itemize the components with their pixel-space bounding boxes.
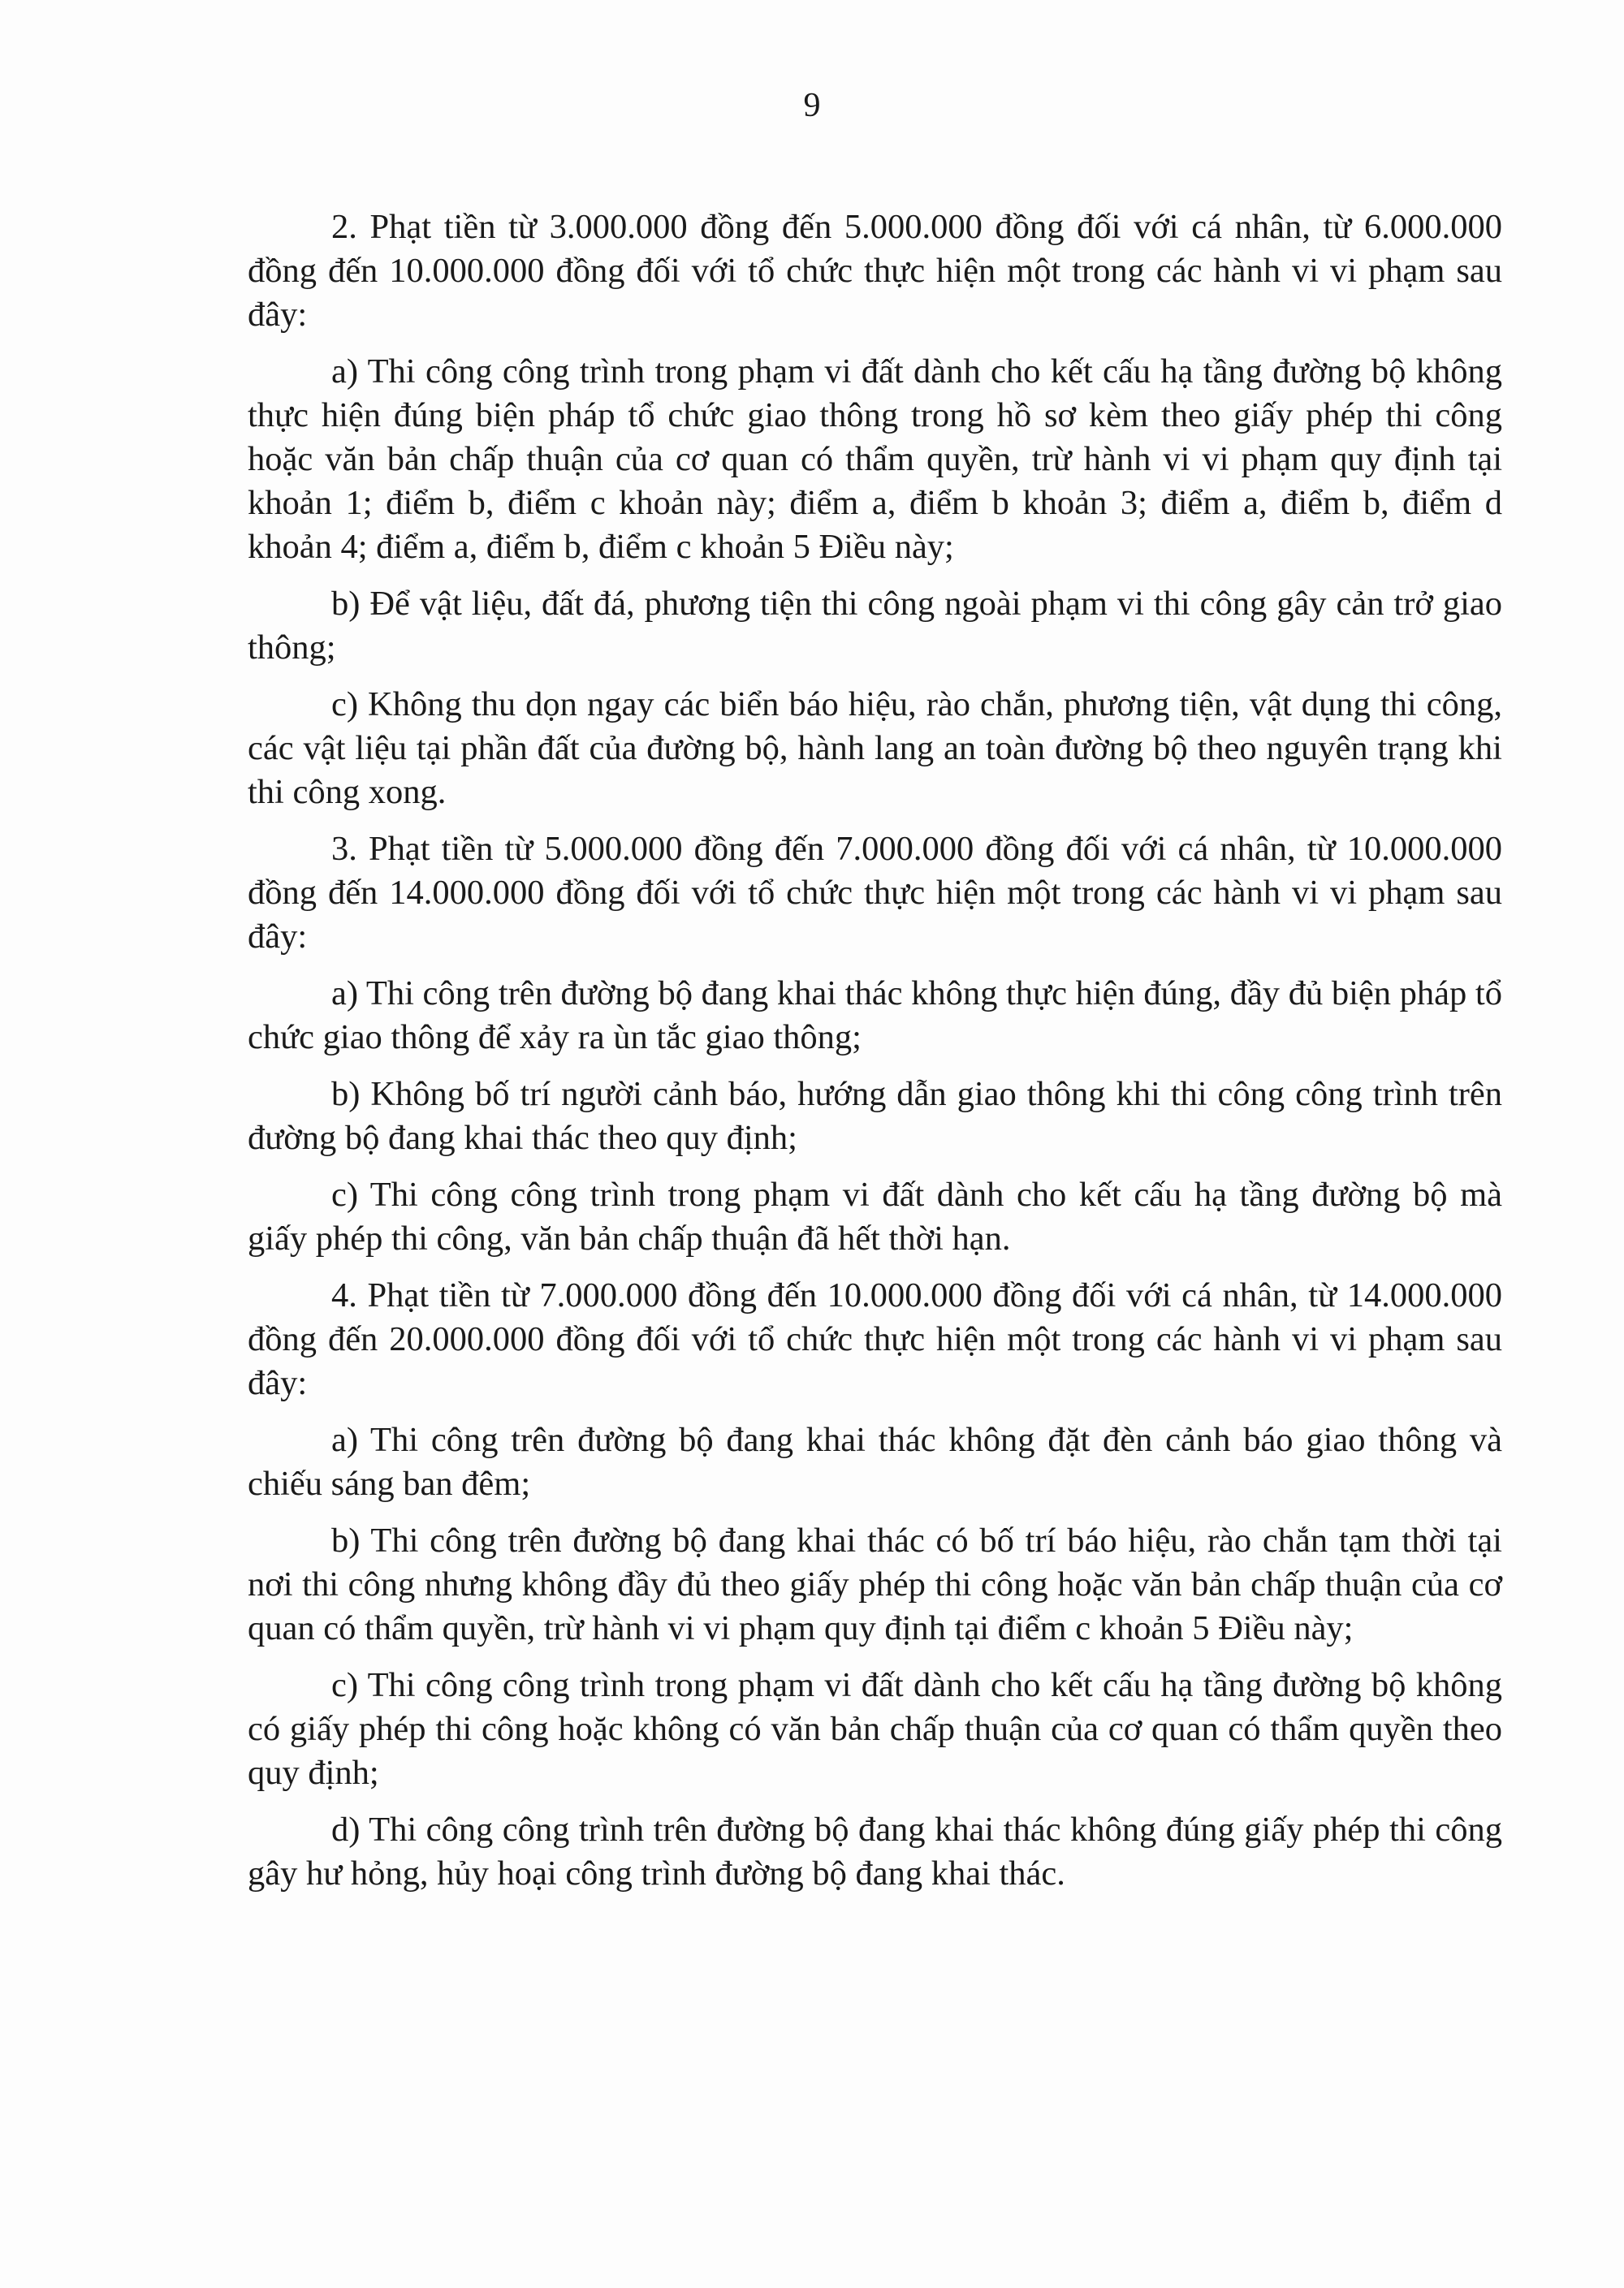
clause-4-point-d: d) Thi công công trình trên đường bộ đang khai thác không đúng giấy phép thi công gây hư hỏng, hủy hoại công trình đường bộ đang khai thác.	[248, 1811, 1502, 1893]
clause-4-point-a: a) Thi công trên đường bộ đang khai thác không đặt đèn cảnh báo giao thông và chiếu sáng ban đêm;	[248, 1421, 1502, 1503]
clause-2: 2. Phạt tiền từ 3.000.000 đồng đến 5.000.000 đồng đối với cá nhân, từ 6.000.000 đồng đến 10.000.000 đồng đối với tổ chức thực hiện một trong các hành vi vi phạm sau đây:	[248, 208, 1502, 334]
clause-3-point-b: b) Không bố trí người cảnh báo, hướng dẫn giao thông khi thi công công trình trên đường bộ đang khai thác theo quy định;	[248, 1075, 1502, 1157]
clause-4-point-b: b) Thi công trên đường bộ đang khai thác có bố trí báo hiệu, rào chắn tạm thời tại nơi thi công nhưng không đầy đủ theo giấy phép thi công hoặc văn bản chấp thuận của cơ quan có thẩm quyền, trừ hành vi vi phạm quy định tại điểm c khoản 5 Điều này;	[248, 1522, 1502, 1647]
clause-4: 4. Phạt tiền từ 7.000.000 đồng đến 10.000.000 đồng đối với cá nhân, từ 14.000.000 đồng đến 20.000.000 đồng đối với tổ chức thực hiện một trong các hành vi vi phạm sau đây:	[248, 1276, 1502, 1402]
clause-2-point-a: a) Thi công công trình trong phạm vi đất dành cho kết cấu hạ tầng đường bộ không thực hiện đúng biện pháp tổ chức giao thông trong hồ sơ kèm theo giấy phép thi công hoặc văn bản chấp thuận của cơ quan có thẩm quyền, trừ hành vi vi phạm quy định tại khoản 1; điểm b, điểm c khoản này; điểm a, điểm b khoản 3; điểm a, điểm b, điểm d khoản 4; điểm a, điểm b, điểm c khoản 5 Điều này;	[248, 352, 1502, 566]
clause-4-point-c: c) Thi công công trình trong phạm vi đất dành cho kết cấu hạ tầng đường bộ không có giấy phép thi công hoặc không có văn bản chấp thuận của cơ quan có thẩm quyền theo quy định;	[248, 1666, 1502, 1792]
document-body	[248, 197, 1502, 1909]
clause-3-point-c: c) Thi công công trình trong phạm vi đất dành cho kết cấu hạ tầng đường bộ mà giấy phép thi công, văn bản chấp thuận đã hết thời hạn.	[248, 1176, 1502, 1258]
page-number: 9	[803, 87, 821, 124]
clause-3-point-a: a) Thi công trên đường bộ đang khai thác không thực hiện đúng, đầy đủ biện pháp tổ chức giao thông để xảy ra ùn tắc giao thông;	[248, 974, 1502, 1056]
clause-2-point-b: b) Để vật liệu, đất đá, phương tiện thi công ngoài phạm vi thi công gây cản trở giao thông;	[248, 585, 1502, 667]
clause-3: 3. Phạt tiền từ 5.000.000 đồng đến 7.000.000 đồng đối với cá nhân, từ 10.000.000 đồng đến 14.000.000 đồng đối với tổ chức thực hiện một trong các hành vi vi phạm sau đây:	[248, 830, 1502, 956]
clause-2-point-c: c) Không thu dọn ngay các biển báo hiệu, rào chắn, phương tiện, vật dụng thi công, các vật liệu tại phần đất của đường bộ, hành lang an toàn đường bộ theo nguyên trạng khi thi công xong.	[248, 685, 1502, 811]
